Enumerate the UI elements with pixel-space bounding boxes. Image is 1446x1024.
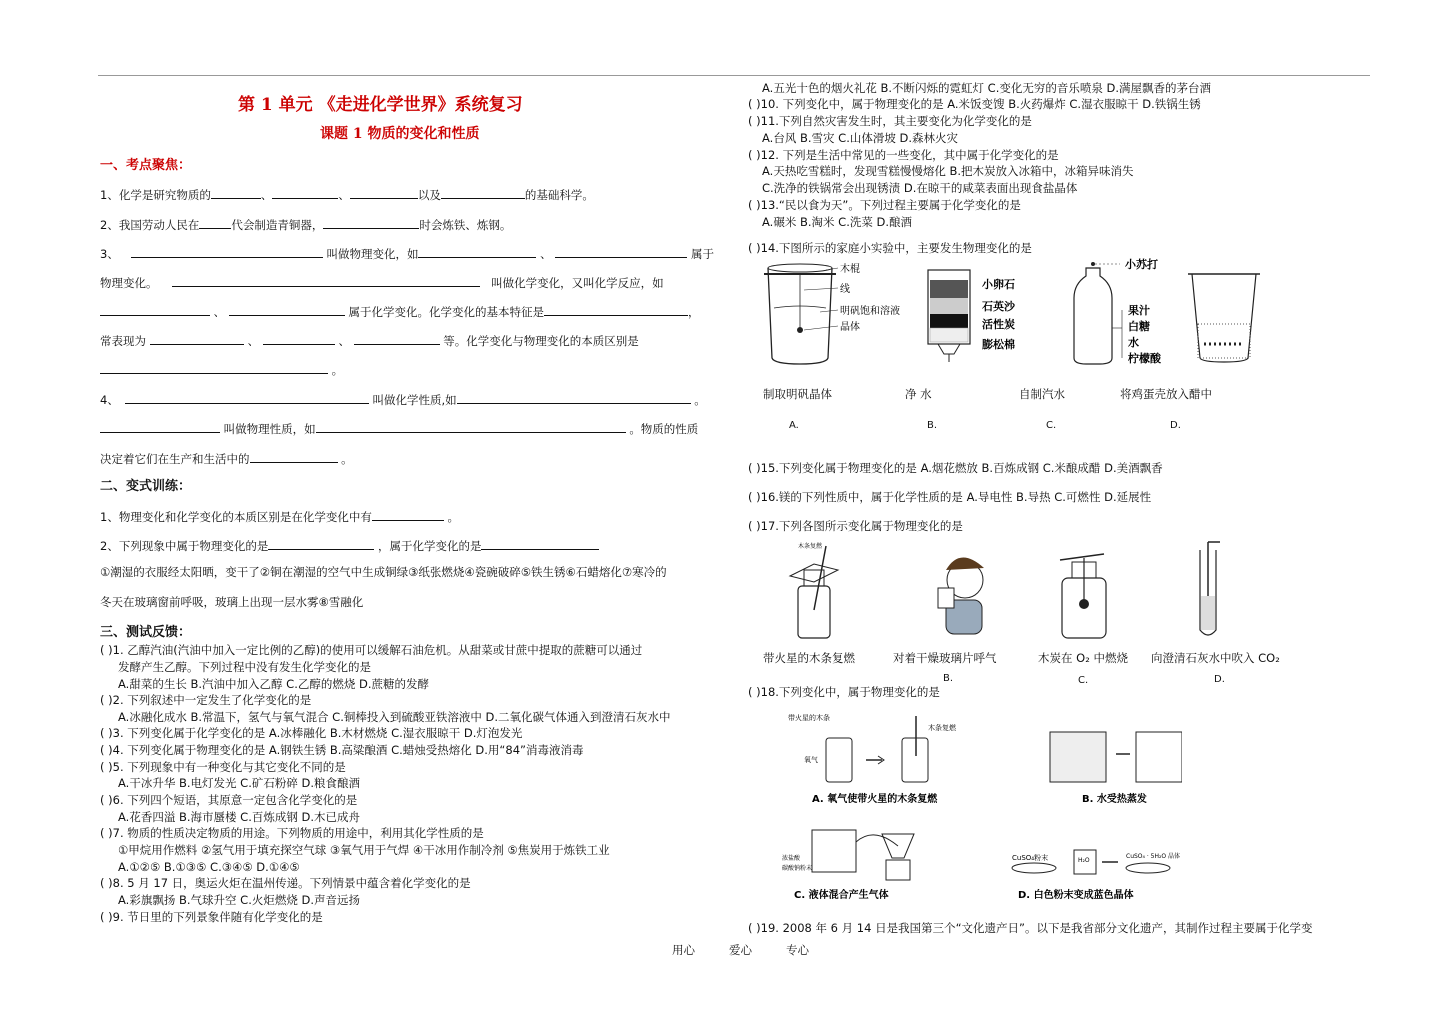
right-line-15: ( )15.下列变化属于物理变化的是 A.烟花燃放 B.百炼成钢 C.米酿成醋 D.美酒飘香 xyxy=(748,461,1163,475)
test-line-8: ( )5. 下列现象中有一种变化与其它变化不同的是 xyxy=(100,760,346,774)
q17-caption-3: 木炭在 O₂ 中燃烧 xyxy=(1038,651,1128,665)
right-line-8: ( )13.“民以食为天”。下列过程主要属于化学变化的是 xyxy=(748,198,1021,212)
right-line-19: ( )19. 2008 年 6 月 14 日是我国第三个“文化遗产日”。以下是我省部分文化遗产，其制作过程主要属于化学变 xyxy=(748,921,1313,935)
fig14-label-stick: 木棍 xyxy=(840,264,860,275)
fig14-label-sugar: 白糖 xyxy=(1128,320,1150,333)
fig18-label-hcl: 浓盐酸 xyxy=(782,855,801,862)
q17-caption-2: 对着干燥玻璃片呼气 xyxy=(893,651,997,665)
q14-caption-1: 制取明矾晶体 xyxy=(763,387,832,401)
fig18-label-na2co3: 碳酸钠粉末 xyxy=(782,865,813,872)
page-footer xyxy=(672,942,843,958)
test-line-1: ( )1. 乙醇汽油(汽油中加入一定比例的乙醇)的使用可以缓解石油危机。从甜菜或甘蔗中提取的蔗糖可以通过 xyxy=(100,643,643,657)
footer-text-1: 用心 xyxy=(672,943,695,957)
question-1-3b: 物理变化。 叫做化学变化，又叫化学反应，如 xyxy=(100,276,664,290)
fig14-label-citric: 柠檬酸 xyxy=(1128,352,1161,365)
q18-figure xyxy=(782,710,1182,910)
right-line-10: ( )14.下图所示的家庭小实验中，主要发生物理变化的是 xyxy=(748,241,1032,255)
test-line-5: A.冰融化成水 B.常温下，氢气与氧气混合 C.铜棒投入到硫酸亚铁溶液中 D.二氧化碳气体通入到澄清石灰水中 xyxy=(118,710,671,724)
test-line-15: ( )8. 5 月 17 日，奥运火炬在温州传递。下列情景中蕴含着化学变化的是 xyxy=(100,876,471,890)
question-1-3d: 常表现为 、 、 等。化学变化与物理变化的本质区别是 xyxy=(100,334,639,348)
test-line-2: 发酵产生乙醇。下列过程中没有发生化学变化的是 xyxy=(118,660,371,674)
test-line-9: A.干冰升华 B.电灯发光 C.矿石粉碎 D.粮食酿酒 xyxy=(118,776,361,790)
fig14-label-carbon: 活性炭 xyxy=(982,318,1015,331)
q17-caption-4: 向澄清石灰水中吹入 CO₂ xyxy=(1151,651,1280,665)
right-line-6: A.天热吃雪糕时，发现雪糕慢慢熔化 B.把木炭放入冰箱中，冰箱异味消失 xyxy=(762,164,1134,178)
question-1-3a: 3、 叫做物理变化，如 、 属于 xyxy=(100,247,714,261)
test-line-12: ( )7. 物质的性质决定物质的用途。下列物质的用途中，利用其化学性质的是 xyxy=(100,826,484,840)
fig18-caption-d: D. 白色粉末变成蓝色晶体 xyxy=(1018,890,1134,901)
fig14-label-sand: 石英沙 xyxy=(982,300,1015,313)
test-line-7: ( )4. 下列变化属于物理变化的是 A.钢铁生锈 B.高粱酿酒 C.蜡烛受热熔化 D.用“84”消毒液消毒 xyxy=(100,743,584,757)
q17-figure xyxy=(770,540,1250,642)
right-line-17: ( )17.下列各图所示变化属于物理变化的是 xyxy=(748,519,963,533)
fig14-label-solution: 明矾饱和溶液 xyxy=(840,306,900,317)
question-1-2: 2、我国劳动人民在 代会制造青铜器， 时会炼铁、炼钢。 xyxy=(100,218,512,232)
fig18-caption-b: B. 水受热蒸发 xyxy=(1082,794,1147,805)
fig14-label-soda: 小苏打 xyxy=(1125,258,1158,271)
right-line-16: ( )16.镁的下列性质中，属于化学性质的是 A.导电性 B.导热 C.可燃性 D.延展性 xyxy=(748,490,1152,504)
q17-option-d: D. xyxy=(1214,674,1225,685)
fig14-label-crystal: 晶体 xyxy=(840,322,860,333)
question-1-3e: 。 xyxy=(100,361,343,377)
section-heading-1: 一、考点聚焦： xyxy=(100,158,192,173)
fig18-label-water: H₂O xyxy=(1078,857,1090,864)
right-line-4: A.台风 B.雪灾 C.山体滑坡 D.森林火灾 xyxy=(762,131,959,145)
footer-text-3: 专心 xyxy=(786,943,809,957)
q14-option-b: B. xyxy=(927,420,938,431)
question-1-4c: 决定着它们在生产和生活中的 。 xyxy=(100,452,353,466)
section-heading-3: 三、测试反馈： xyxy=(100,625,192,640)
fig14-label-cotton: 膨松棉 xyxy=(982,338,1015,351)
fig14-label-water: 水 xyxy=(1128,336,1139,349)
page-title: 第 1 单元 《走进化学世界》系统复习 xyxy=(238,95,523,115)
q17-option-c: C. xyxy=(1078,675,1089,686)
right-line-9: A.碾米 B.淘米 C.洗菜 D.酿酒 xyxy=(762,215,913,229)
footer-text-2: 爱心 xyxy=(729,943,752,957)
question-2-1: 1、物理变化和化学变化的本质区别是在化学变化中有 。 xyxy=(100,510,459,524)
right-line-5: ( )12. 下列是生活中常见的一些变化，其中属于化学变化的是 xyxy=(748,148,1059,162)
q17-caption-1: 带火星的木条复燃 xyxy=(763,651,855,665)
question-2-2-options-b: 冬天在玻璃窗前呼吸，玻璃上出现一层水雾⑧雪融化 xyxy=(100,595,364,609)
section-heading-2: 二、变式训练： xyxy=(100,479,192,494)
test-line-3: A.甜菜的生长 B.汽油中加入乙醇 C.乙醇的燃烧 D.蔗糖的发酵 xyxy=(118,677,430,691)
q14-option-d: D. xyxy=(1170,420,1181,431)
test-line-17: ( )9. 节日里的下列景象伴随有化学变化的是 xyxy=(100,910,323,924)
right-line-18: ( )18.下列变化中，属于物理变化的是 xyxy=(748,685,940,699)
test-line-14: A.①②⑤ B.①③⑤ C.③④⑤ D.①④⑤ xyxy=(118,860,300,874)
q14-caption-2: 净 水 xyxy=(905,387,932,401)
right-line-1: A.五光十色的烟火礼花 B.不断闪烁的霓虹灯 C.变化无穷的音乐喷泉 D.满屋飘香的茅台酒 xyxy=(762,81,1212,95)
fig14-label-pebble: 小卵石 xyxy=(982,278,1015,291)
question-1-4a: 4、 叫做化学性质,如 。 xyxy=(100,393,706,407)
question-2-2: 2、下列现象中属于物理变化的是 ，属于化学变化的是 xyxy=(100,537,599,553)
fig14-label-juice: 果汁 xyxy=(1128,304,1150,317)
fig18-label-splint: 带火星的木条 xyxy=(788,714,830,722)
q14-caption-3: 自制汽水 xyxy=(1019,387,1065,401)
fig17-label-splint: 木条复燃 xyxy=(798,543,823,550)
q17-option-b: B. xyxy=(943,673,954,684)
fig18-caption-a: A. 氧气使带火星的木条复燃 xyxy=(812,794,938,805)
test-line-4: ( )2. 下列叙述中一定发生了化学变化的是 xyxy=(100,693,312,707)
fig18-label-relight: 木条复燃 xyxy=(928,724,956,732)
test-line-11: A.花香四溢 B.海市蜃楼 C.百炼成钢 D.木已成舟 xyxy=(118,810,361,824)
question-1-1: 1、化学是研究物质的 、 、 以及 的基础科学。 xyxy=(100,188,594,202)
q14-figure xyxy=(760,258,1320,378)
test-line-10: ( )6. 下列四个短语，其原意一定包含化学变化的是 xyxy=(100,793,358,807)
question-1-4b: 叫做物理性质，如 。物质的性质 xyxy=(100,420,698,436)
test-line-13: ①甲烷用作燃料 ②氢气用于填充探空气球 ③氧气用于气焊 ④干冰用作制冷剂 ⑤焦炭用于炼铁工业 xyxy=(118,843,610,857)
question-1-3c: 、 属于化学变化。化学变化的基本特征是 ， xyxy=(100,303,699,319)
page-subtitle: 课题 1 物质的变化和性质 xyxy=(320,126,480,142)
top-rule xyxy=(98,75,1370,76)
q14-caption-4: 将鸡蛋壳放入醋中 xyxy=(1120,387,1212,401)
test-line-16: A.彩旗飘扬 B.气球升空 C.火炬燃烧 D.声音远扬 xyxy=(118,893,361,907)
fig18-caption-c: C. 液体混合产生气体 xyxy=(794,890,889,901)
q14-option-c: C. xyxy=(1046,420,1057,431)
fig18-label-cuso4: CuSO₄粉末 xyxy=(1012,854,1049,862)
fig18-label-crystal: CuSO₄ · 5H₂O 晶体 xyxy=(1126,853,1181,860)
right-line-2: ( )10. 下列变化中，属于物理变化的是 A.米饭变馊 B.火药爆炸 C.湿衣服晾干 D.铁锅生锈 xyxy=(748,97,1201,111)
fig14-label-thread: 线 xyxy=(840,284,850,295)
fig18-label-oxygen: 氧气 xyxy=(804,756,818,764)
test-line-6: ( )3. 下列变化属于化学变化的是 A.冰棒融化 B.木材燃烧 C.湿衣服晾干 D.灯泡发光 xyxy=(100,726,523,740)
question-2-2-options-a: ①潮湿的衣服经太阳晒，变干了②铜在潮湿的空气中生成铜绿③纸张燃烧④瓷碗破碎⑤铁生锈⑥石蜡熔化⑦寒冷的 xyxy=(100,565,667,579)
q14-option-a: A. xyxy=(789,420,799,431)
right-line-3: ( )11.下列自然灾害发生时，其主要变化为化学变化的是 xyxy=(748,114,1032,128)
right-line-7: C.洗净的铁锅常会出现锈渍 D.在晾干的咸菜表面出现食盐晶体 xyxy=(762,181,1078,195)
